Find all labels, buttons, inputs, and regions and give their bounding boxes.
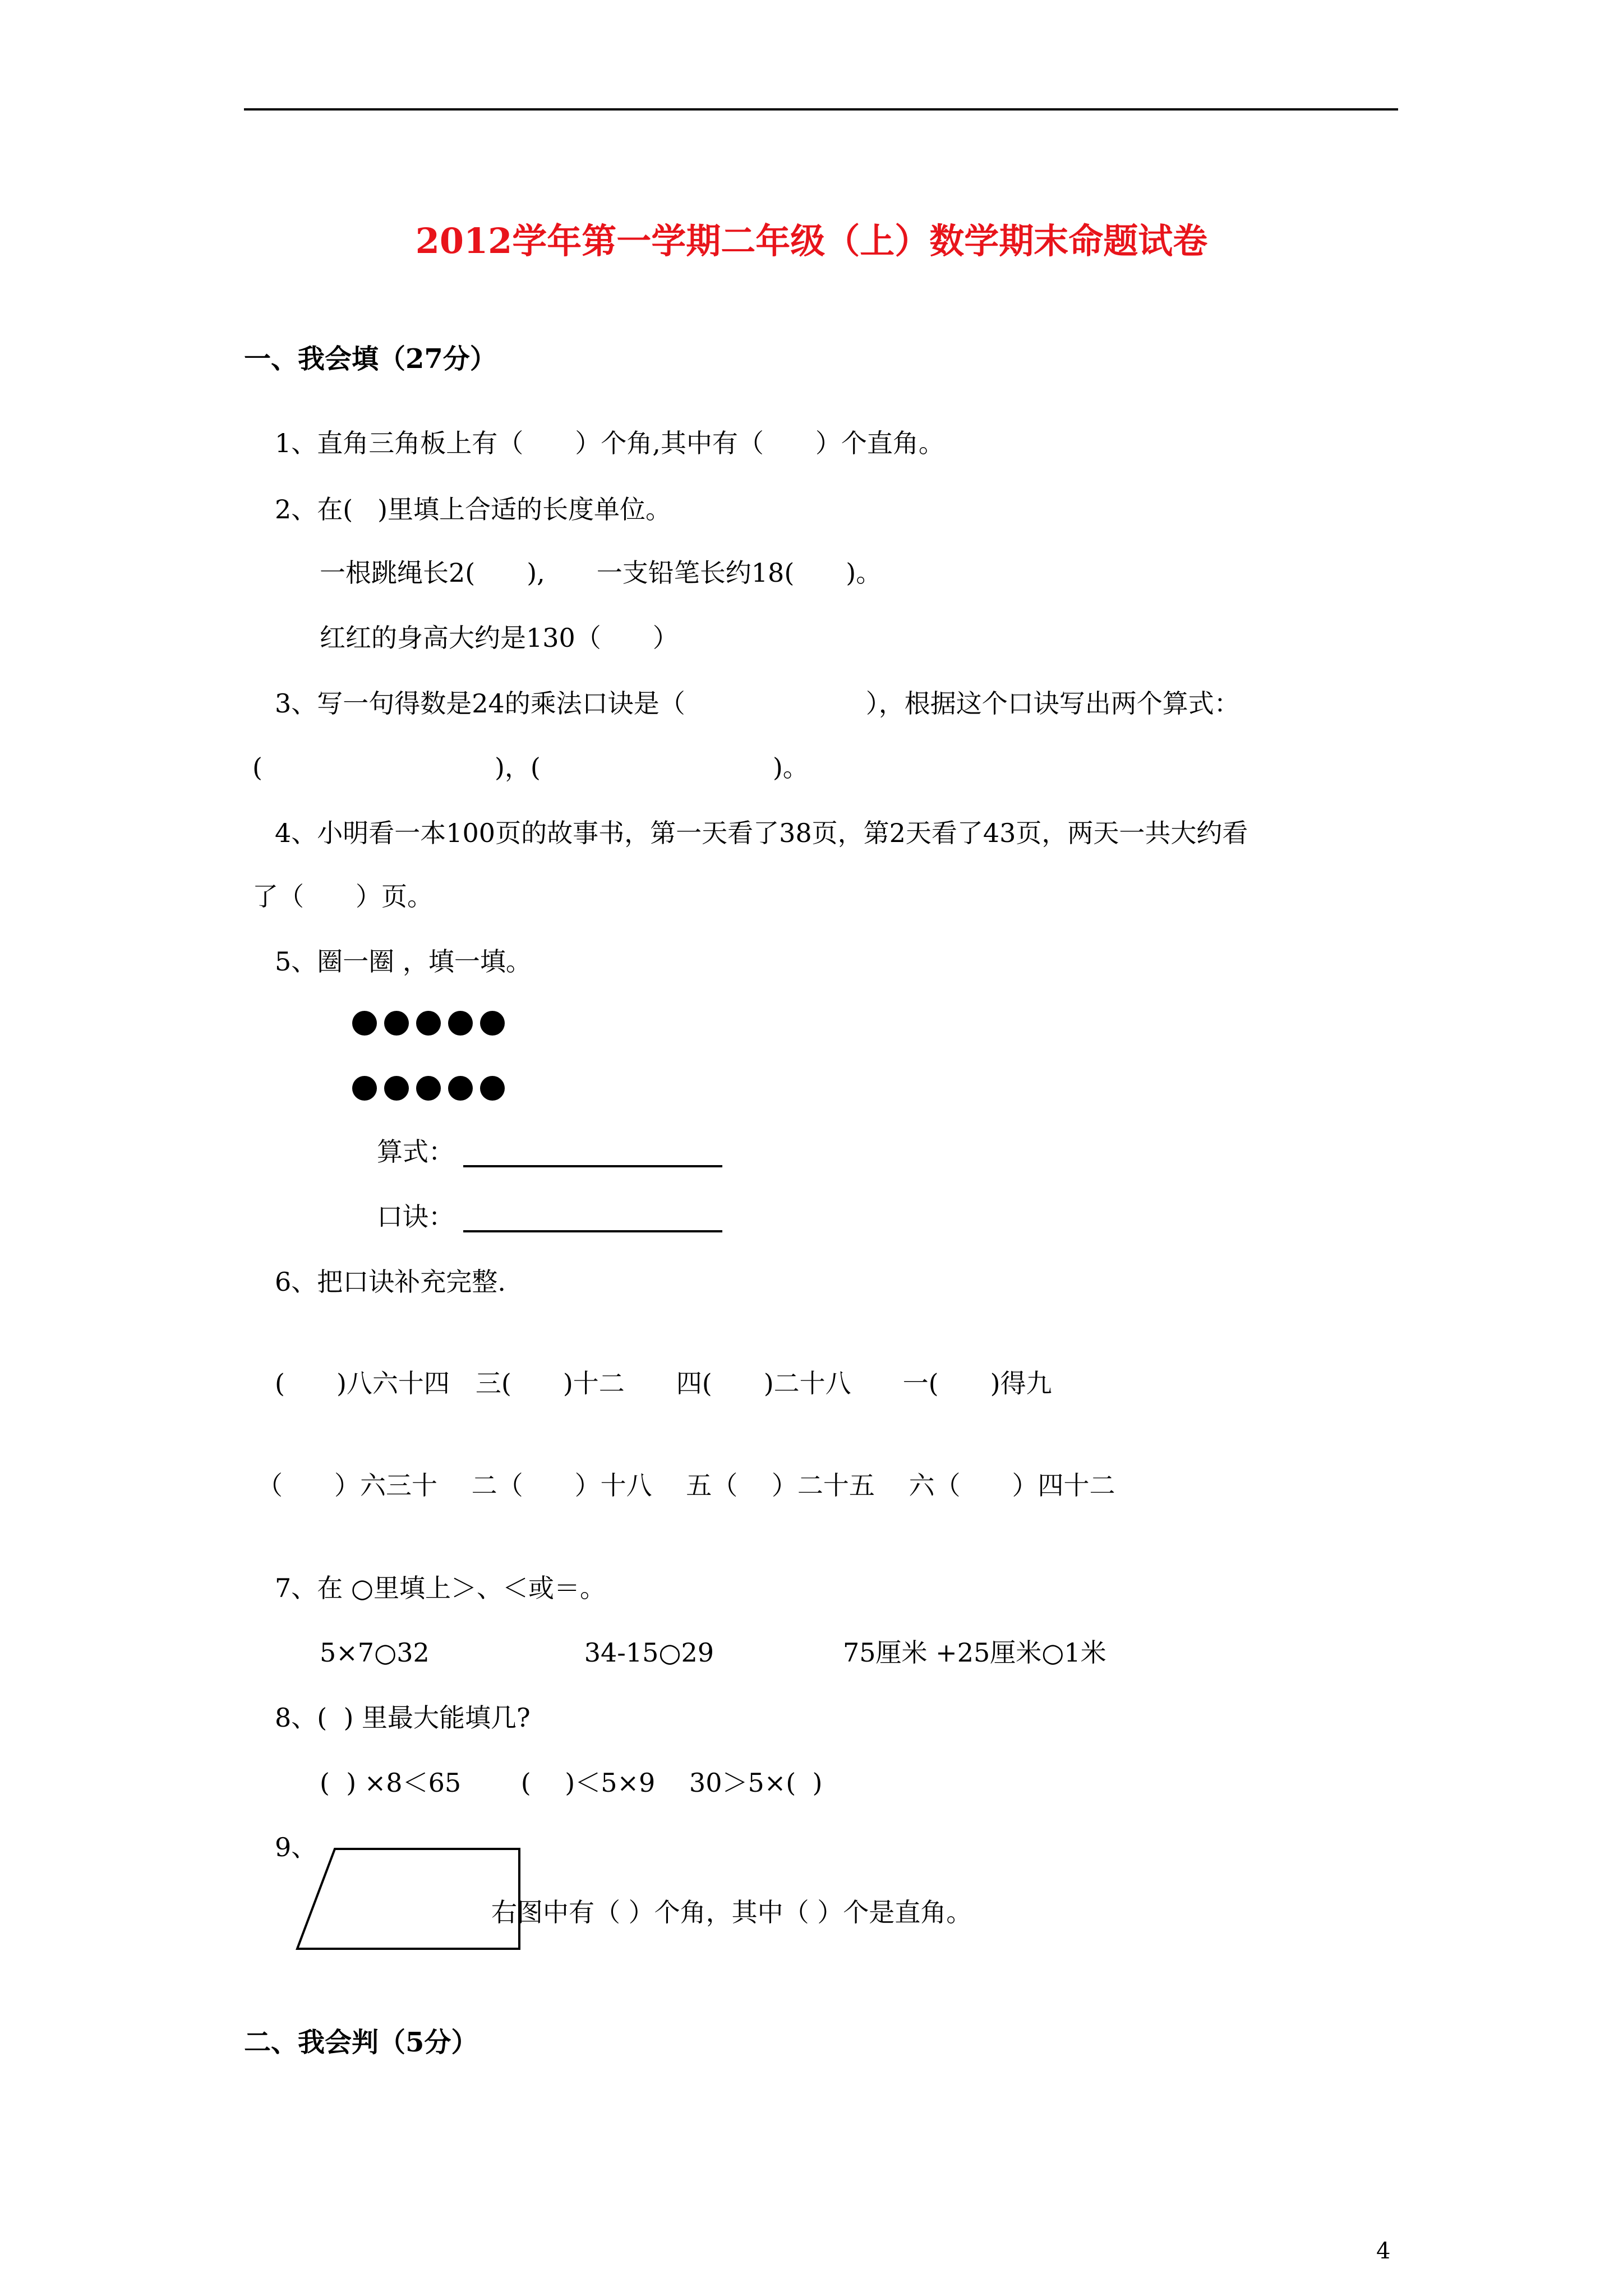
rhyme-label: 口诀：	[377, 1202, 454, 1232]
dot	[480, 1011, 505, 1036]
trapezoid-shape	[297, 1849, 519, 1949]
question-5-prompt: 5、圈一圈 ，填一填。	[275, 946, 532, 977]
question-6-row-2: （ ）六三十 二（ ）十八 五（ ）二十五 六（ ）四十二	[257, 1470, 1115, 1501]
formula-label: 算式：	[377, 1137, 454, 1167]
dot	[352, 1011, 377, 1036]
question-9-number: 9、	[275, 1832, 317, 1862]
dot	[480, 1076, 505, 1101]
dot	[416, 1076, 441, 1101]
question-1: 1、直角三角板上有（ ）个角,其中有（ ）个直角。	[275, 428, 944, 458]
dot	[352, 1076, 377, 1101]
question-6-prompt: 6、把口诀补充完整.	[275, 1267, 506, 1297]
question-8-row: ( ) ×8＜65 ( )＜5×9 30＞5×( )	[320, 1768, 823, 1798]
question-7-prompt: 7、在 ○里填上＞、＜或＝。	[275, 1573, 606, 1603]
header-rule	[244, 108, 1398, 111]
question-2-line-1: 一根跳绳长2( ), 一支铅笔长约18( )。	[320, 558, 882, 588]
dot	[384, 1011, 409, 1036]
page-number: 4	[1376, 2238, 1391, 2264]
question-2-prompt: 2、在( )里填上合适的长度单位。	[275, 494, 672, 524]
question-3-line-1: 3、写一句得数是24的乘法口诀是（ ），根据这个口诀写出两个算式：	[275, 688, 1240, 719]
question-4-line-2: 了（ ）页。	[252, 881, 433, 912]
question-4-line-1: 4、小明看一本100页的故事书，第一天看了38页，第2天看了43页，两天一共大约看	[275, 818, 1248, 848]
dot	[448, 1076, 473, 1101]
section-2-heading: 二、我会判（5分）	[244, 2027, 478, 2058]
rhyme-answer-line	[463, 1230, 722, 1232]
formula-answer-line	[463, 1165, 722, 1167]
question-6-row-1: ( )八六十四 三( )十二 四( )二十八 一( )得九	[275, 1368, 1052, 1398]
question-3-line-2: ( )，( )。	[252, 752, 809, 783]
dot	[384, 1076, 409, 1101]
section-1-heading: 一、我会填（27分）	[244, 343, 497, 375]
dot-row-2	[352, 1076, 512, 1101]
dot	[448, 1011, 473, 1036]
dot	[416, 1011, 441, 1036]
question-7-row: 5×7○32 34-15○29 75厘米 +25厘米○1米	[320, 1637, 1106, 1668]
dot-row-1	[352, 1011, 512, 1036]
question-2-line-2: 红红的身高大约是130（ ）	[320, 623, 679, 653]
question-9-text: 右图中有（ ）个角，其中（ ）个是直角。	[491, 1897, 972, 1927]
question-8-prompt: 8、( ) 里最大能填几?	[275, 1703, 531, 1733]
exam-title: 2012学年第一学期二年级（上）数学期末命题试卷	[415, 220, 1208, 261]
